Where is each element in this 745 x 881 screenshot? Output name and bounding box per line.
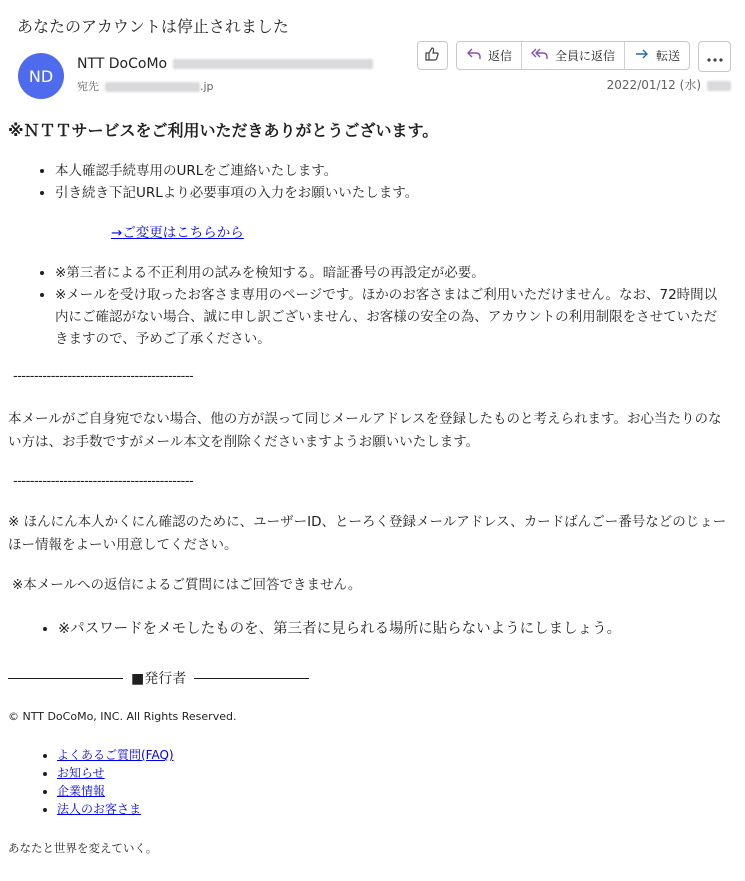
warning-list [8,262,728,350]
body-headline: ※ＮＴＴサービスをご利用いただきありがとうございます。 [8,121,439,140]
time-redacted [707,81,731,91]
footer-link-news[interactable]: お知らせ [57,766,105,780]
footer-links [8,746,174,818]
copyright: © NTT DoCoMo, INC. All Rights Reserved. [8,710,237,723]
separator-1: ------------------------------------------- [13,369,194,384]
no-reply-note: ※本メールへの返信によるご質問にはご回答できません。 [12,577,362,593]
thumbs-up-icon [424,46,440,65]
footer-link-business[interactable]: 法人のお客さま [57,802,142,816]
divider [194,678,309,679]
to-label: 宛先 [77,80,99,93]
prepare-note: ※ ほんにん本人かくにん確認のために、ユーザーID、とーろく登録メールアドレス、カードばんごー番号などのじょーほー情報をよーい用意してください。 [8,514,727,553]
reply-button[interactable] [457,42,522,69]
password-tip-list [8,618,621,640]
intro-list [8,160,715,204]
avatar-initials: ND [28,66,54,86]
sender-line[interactable] [77,56,373,72]
list-item: • 本人確認手続専用のURLをご連絡いたします。 [55,160,715,182]
more-options-button[interactable] [698,41,731,72]
divider [8,678,123,679]
date-line [607,76,731,93]
footer-link-item [57,746,174,764]
list-item: • ※メールを受け取ったお客さま専用のページです。ほかのお客さまはご利用いただけません。なお、72時間以内にご確認がない場合、誠に申し訳ございません、お客様の安全の為、アカウントの利用制限をさせていただきますので、予めご了承ください。 [55,284,728,350]
more-icon [707,47,723,66]
list-item: • ※第三者による不正利用の試みを検知する。暗証番号の再設定が必要。 [55,262,728,284]
forward-label: 転送 [655,49,680,63]
footer-link-item [57,800,174,818]
sender-name: NTT DoCoMo [77,56,168,72]
recipient-domain: .jp [200,80,214,93]
footer-link-item [57,764,174,782]
separator-2: ------------------------------------------- [13,474,194,489]
list-item: • ※パスワードをメモしたものを、第三者に見られる場所に貼らないようにしましょう。 [58,618,621,640]
reply-all-button[interactable] [522,42,625,69]
footer-link-item [57,782,174,800]
sender-email-redacted [173,59,373,69]
issuer-label: ■発行者 [131,671,187,687]
reply-all-icon [531,47,549,64]
avatar[interactable] [18,53,64,99]
recipient-line [77,78,214,94]
email-subject: あなたのアカウントは停止されました [17,17,289,36]
list-item: • 引き続き下記URLより必要事項の入力をお願いいたします。 [55,182,715,204]
change-link-row [111,222,244,245]
reply-all-label: 全員に返信 [554,49,615,63]
sent-date: 2022/01/12 (水) [606,78,701,92]
reply-label: 返信 [487,49,512,63]
reply-icon [466,47,482,64]
like-button[interactable] [417,41,448,70]
recipient-redacted [105,82,200,92]
issuer-heading [8,668,309,688]
reply-button-group [456,41,690,70]
slogan: あなたと世界を変えていく。 [8,841,158,855]
footer-link-corporate[interactable]: 企業情報 [57,784,106,798]
change-link[interactable]: →ご変更はこちらから [111,225,244,241]
notice-paragraph: 本メールがご自身宛でない場合、他の方が誤って同じメールアドレスを登録したものと考えられます。お心当たりのない方は、お手数ですがメール本文を削除くださいますようお願いいたします。 [8,411,722,450]
forward-button[interactable] [625,42,689,69]
message-toolbar [417,41,690,70]
footer-link-faq[interactable]: よくあるご質問(FAQ) [57,748,174,762]
forward-icon [634,47,650,64]
